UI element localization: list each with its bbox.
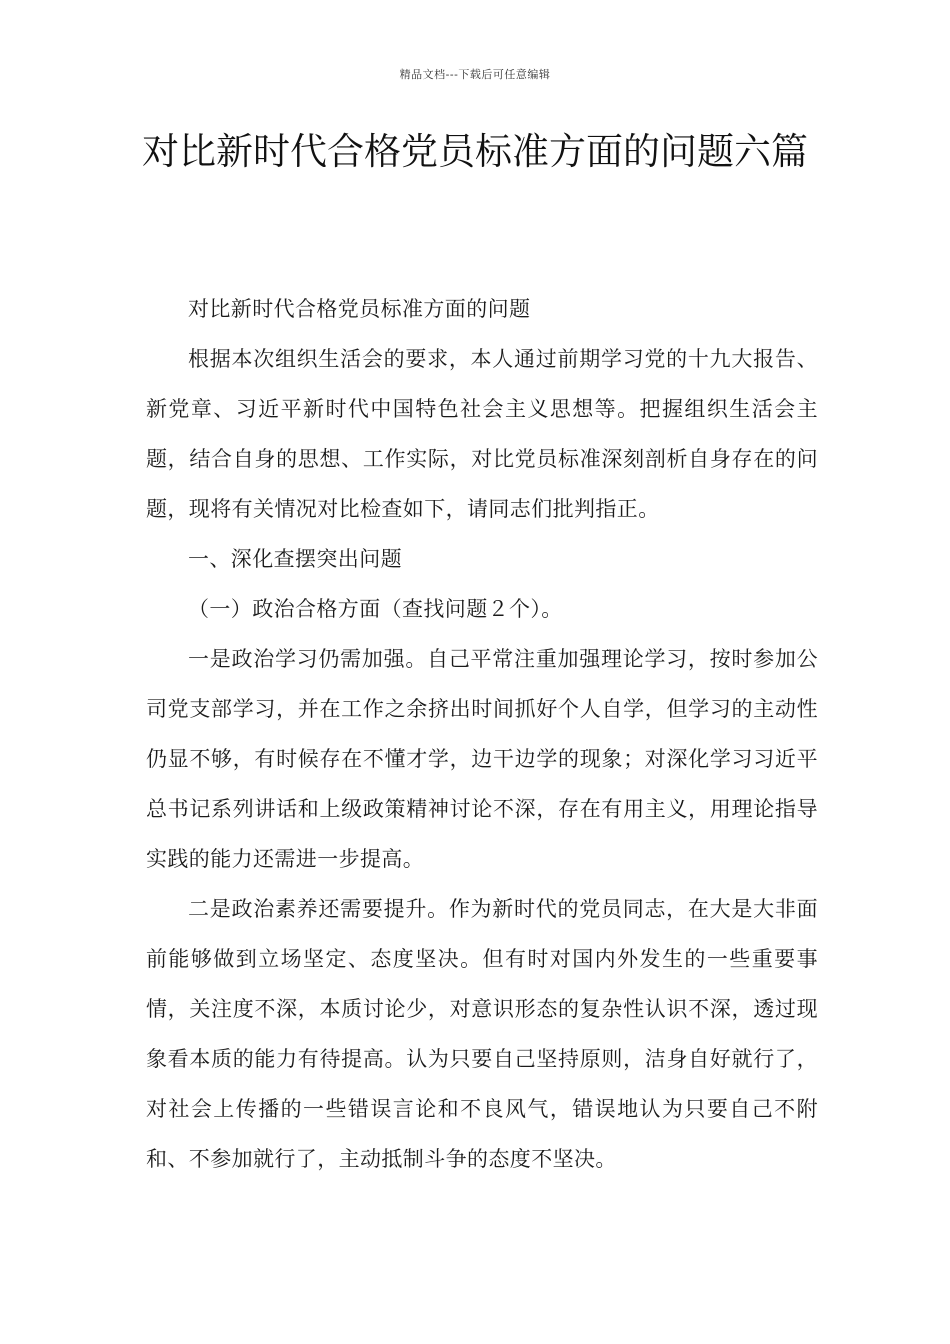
page-header-note: 精品文档---下载后可任意编辑 [399, 68, 551, 81]
document-body [146, 284, 818, 1184]
section-heading: 一、深化查摆突出问题 [188, 547, 402, 571]
subsection-heading: （一）政治合格方面（查找问题２个）。 [188, 597, 563, 621]
section-subtitle: 对比新时代合格党员标准方面的问题 [188, 297, 531, 321]
intro-paragraph: 根据本次组织生活会的要求，本人通过前期学习党的十九大报告、新党章、习近平新时代中国特色社会主义思想等。把握组织生活会主题，结合自身的思想、工作实际，对比党员标准深刻剖析自身存在的问题，现将有关情况对比检查如下，请同志们批判指正。 [146, 347, 818, 521]
document-title: 对比新时代合格党员标准方面的问题六篇 [142, 130, 808, 173]
body-paragraph: 二是政治素养还需要提升。作为新时代的党员同志，在大是大非面前能够做到立场坚定、态度坚决。但有时对国内外发生的一些重要事情，关注度不深，本质讨论少，对意识形态的复杂性认识不深，透过现象看本质的能力有待提高。认为只要自己坚持原则，洁身自好就行了，对社会上传播的一些错误言论和不良风气，错误地认为只要自己不附和、不参加就行了，主动抵制斗争的态度不坚决。 [146, 897, 818, 1171]
body-paragraph: 一是政治学习仍需加强。自己平常注重加强理论学习，按时参加公司党支部学习，并在工作之余挤出时间抓好个人自学，但学习的主动性仍显不够，有时候存在不懂才学，边干边学的现象；对深化学习习近平总书记系列讲话和上级政策精神讨论不深，存在有用主义，用理论指导实践的能力还需进一步提高。 [146, 647, 818, 871]
